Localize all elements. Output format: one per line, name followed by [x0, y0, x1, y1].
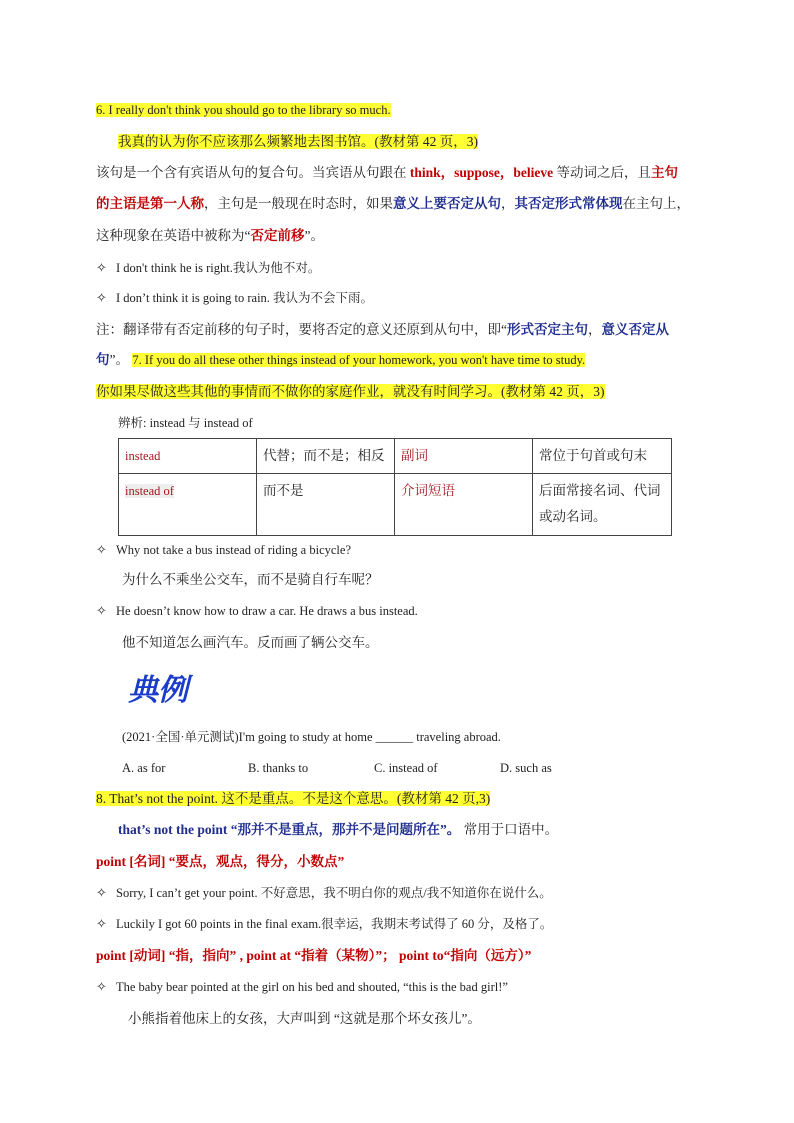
- table-row: [119, 474, 672, 536]
- table-row: [119, 439, 672, 474]
- item6-example-1: ✧ I don't think he is right.我认为他不对。: [96, 258, 320, 279]
- item8-phrase: that’s not the point “那并不是重点，那并不是问题所在”。 常用于口语中。: [118, 822, 559, 837]
- item8-noun-heading: point [名词] “要点，观点，得分，小数点”: [96, 854, 345, 869]
- table-cell: instead of: [119, 474, 257, 536]
- exercise-question: (2021·全国·单元测试)I'm going to study at home ______ traveling abroad.: [122, 730, 501, 744]
- bullet-diamond-icon: ✧: [96, 543, 107, 558]
- item8-verb-example-translation: 小熊指着他床上的女孩，大声叫到 “这就是那个坏女孩儿”。: [128, 1011, 481, 1026]
- table-cell: instead: [119, 439, 257, 474]
- item8-verb-example: ✧ The baby bear pointed at the girl on his bed and shouted, “this is the bad girl!”: [96, 977, 508, 998]
- item6-note-line3: 这种现象在英语中被称为“否定前移”。: [96, 228, 324, 243]
- item6-tip-line2: 句”。 7. If you do all these other things instead of your homework, you won't have time to study.: [96, 352, 586, 367]
- table-cell: 后面常接名词、代词或动名词。: [533, 474, 672, 536]
- item6-example-2: ✧ I don’t think it is going to rain. 我认为不会下雨。: [96, 288, 373, 309]
- table-cell: 介词短语: [395, 474, 533, 536]
- table-cell: 副词: [395, 439, 533, 474]
- option-a[interactable]: A. as for: [122, 761, 166, 775]
- item6-translation: 我真的认为你不应该那么频繁地去图书馆。(教材第 42 页，3): [118, 134, 478, 149]
- item7-translation: 你如果尽做这些其他的事情而不做你的家庭作业，就没有时间学习。(教材第 42 页，3): [96, 384, 605, 399]
- table-cell: 代替；而不是；相反: [257, 439, 395, 474]
- compare-title: 辨析: instead 与 instead of: [118, 416, 253, 430]
- item8-title: 8. That’s not the point. 这不是重点。不是这个意思。(教材第 42 页,3): [96, 791, 491, 806]
- bullet-diamond-icon: ✧: [96, 886, 107, 901]
- svg-text:典例: 典例: [128, 673, 188, 708]
- item8-verb-heading: point [动词] “指，指向” , point at “指着（某物）”； point to“指向（远方）”: [96, 948, 532, 963]
- bullet-diamond-icon: ✧: [96, 980, 107, 995]
- item8-noun-example-2: ✧ Luckily I got 60 points in the final exam.很幸运，我期末考试得了 60 分，及格了。: [96, 914, 552, 935]
- example-logo-icon: [126, 668, 202, 710]
- bullet-diamond-icon: ✧: [96, 604, 107, 619]
- option-b[interactable]: B. thanks to: [248, 761, 309, 775]
- bullet-diamond-icon: ✧: [96, 917, 107, 932]
- item7-sentence: 7. If you do all these other things instead of your homework, you won't have time to study.: [132, 353, 586, 367]
- comparison-table: [118, 438, 672, 536]
- item6-sentence: 6. I really don't think you should go to the library so much.: [96, 103, 391, 117]
- table-cell: 而不是: [257, 474, 395, 536]
- item7-example-2: ✧ He doesn’t know how to draw a car. He draws a bus instead.: [96, 601, 418, 622]
- bullet-diamond-icon: ✧: [96, 261, 107, 276]
- bullet-diamond-icon: ✧: [96, 291, 107, 306]
- option-c[interactable]: C. instead of: [374, 761, 438, 775]
- item7-example-1-translation: 为什么不乘坐公交车，而不是骑自行车呢？: [122, 572, 379, 587]
- table-cell: 常位于句首或句末: [533, 439, 672, 474]
- item7-example-2-translation: 他不知道怎么画汽车。反而画了辆公交车。: [122, 635, 379, 650]
- item6-note-line2: 的主语是第一人称，主句是一般现在时态时，如果意义上要否定从句，其否定形式常体现在主句上，: [96, 196, 690, 211]
- option-d[interactable]: D. such as: [500, 761, 552, 775]
- item8-noun-example-1: ✧ Sorry, I can’t get your point. 不好意思，我不明白你的观点/我不知道你在说什么。: [96, 883, 552, 904]
- item7-example-1: ✧ Why not take a bus instead of riding a bicycle?: [96, 540, 351, 561]
- item6-note-line1: 该句是一个含有宾语从句的复合句。当宾语从句跟在 think，suppose，believe 等动词之后，且主句: [96, 165, 679, 180]
- item6-tip-line1: 注：翻译带有否定前移的句子时，要将否定的意义还原到从句中，即“形式否定主句，意义否定从: [96, 322, 669, 337]
